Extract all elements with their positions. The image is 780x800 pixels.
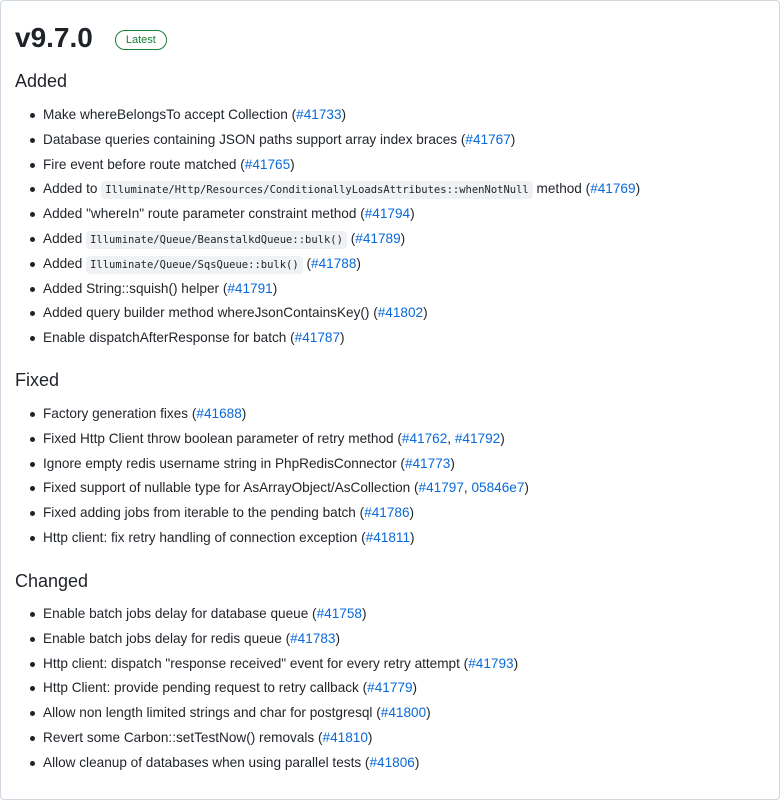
item-prefix: Added to — [43, 181, 98, 197]
reference-link[interactable]: #41765 — [244, 156, 291, 172]
section-heading-changed: Changed — [15, 571, 89, 591]
list-item: Factory generation fixes (#41688) — [29, 402, 529, 427]
added-list — [29, 103, 640, 351]
item-text: Http client: fix retry handling of connection exception — [43, 529, 358, 545]
item-text: Enable batch jobs delay for database queue — [43, 606, 309, 621]
reference-link[interactable]: #41789 — [355, 230, 401, 246]
reference-link[interactable]: #41783 — [290, 630, 336, 646]
list-item: Enable dispatchAfterResponse for batch (#41787) — [29, 326, 640, 351]
reference-link[interactable]: #41788 — [311, 255, 357, 271]
fixed-list — [29, 402, 529, 551]
reference-link[interactable]: #41762 — [401, 430, 448, 446]
reference-link[interactable]: #41810 — [322, 729, 368, 745]
list-item: Added Illuminate/Queue/SqsQueue::bulk() (#41788) — [29, 252, 640, 277]
item-text: Enable dispatchAfterResponse for batch — [43, 330, 287, 346]
list-item: Fixed support of nullable type for AsArrayObject/AsCollection (#41797, 05846e7) — [29, 476, 529, 501]
reference-link[interactable]: #41733 — [296, 107, 342, 122]
item-text: Fixed adding jobs from iterable to the pending batch — [43, 505, 356, 521]
reference-link[interactable]: #41773 — [404, 455, 451, 471]
reference-link[interactable]: #41787 — [294, 330, 341, 346]
code-snippet: Illuminate/Queue/SqsQueue::bulk() — [86, 256, 303, 274]
reference-link[interactable]: #41797 — [418, 480, 464, 496]
reference-link[interactable]: #41758 — [316, 606, 362, 621]
list-item: Fire event before route matched (#41765) — [29, 153, 640, 178]
list-item: Enable batch jobs delay for redis queue (#41783) — [29, 627, 518, 652]
list-item: Fixed adding jobs from iterable to the pending batch (#41786) — [29, 501, 529, 526]
code-snippet: Illuminate/Http/Resources/ConditionallyLoadsAttributes::whenNotNull — [101, 181, 533, 199]
item-text: Make whereBelongsTo accept Collection — [43, 107, 288, 122]
list-item: Http client: dispatch "response received" event for every retry attempt (#41793) — [29, 652, 518, 677]
item-text: Allow cleanup of databases when using parallel tests — [43, 754, 362, 770]
reference-link[interactable]: #41791 — [227, 280, 273, 296]
reference-link[interactable]: #41786 — [364, 505, 410, 521]
reference-link[interactable]: #41769 — [590, 181, 636, 197]
reference-link[interactable]: #41688 — [196, 406, 242, 421]
section-heading-added: Added — [15, 71, 68, 91]
reference-link[interactable]: #41800 — [380, 705, 427, 721]
item-text: Added String::squish() helper — [43, 280, 220, 296]
reference-link[interactable]: 05846e7 — [471, 480, 525, 496]
reference-link[interactable]: #41767 — [465, 131, 511, 147]
section-heading-fixed: Fixed — [15, 370, 60, 390]
list-item: Make whereBelongsTo accept Collection (#41733) — [29, 103, 640, 128]
item-text: Added query builder method whereJsonContainsKey() — [43, 305, 370, 321]
list-item: Added "whereIn" route parameter constraint method (#41794) — [29, 202, 640, 227]
release-title[interactable]: v9.7.0 — [15, 22, 93, 53]
reference-link[interactable]: #41794 — [364, 206, 411, 222]
list-item: Http client: fix retry handling of connection exception (#41811) — [29, 526, 529, 551]
reference-link[interactable]: #41793 — [468, 655, 514, 671]
item-suffix: method — [536, 181, 582, 197]
reference-link[interactable]: #41802 — [377, 305, 424, 321]
item-text: Http Client: provide pending request to retry callback — [43, 680, 359, 696]
item-text: Http client: dispatch "response received" event for every retry attempt — [43, 655, 460, 671]
item-text: Revert some Carbon::setTestNow() removals — [43, 729, 315, 745]
item-text: Enable batch jobs delay for redis queue — [43, 630, 282, 646]
reference-link[interactable]: #41779 — [367, 680, 413, 696]
list-item: Added Illuminate/Queue/BeanstalkdQueue::bulk() (#41789) — [29, 227, 640, 252]
item-text: Fire event before route matched — [43, 156, 237, 172]
list-item: Ignore empty redis username string in PhpRedisConnector (#41773) — [29, 452, 529, 477]
code-snippet: Illuminate/Queue/BeanstalkdQueue::bulk() — [86, 231, 347, 249]
item-text: Factory generation fixes — [43, 406, 189, 421]
item-text: Fixed Http Client throw boolean parameter of retry method — [43, 430, 394, 446]
list-item: Fixed Http Client throw boolean parameter of retry method (#41762, #41792) — [29, 427, 529, 452]
item-text: Added "whereIn" route parameter constraint method — [43, 206, 357, 222]
list-item: Database queries containing JSON paths support array index braces (#41767) — [29, 128, 640, 153]
item-text: Fixed support of nullable type for AsArrayObject/AsCollection — [43, 480, 411, 496]
list-item: Enable batch jobs delay for database queue (#41758) — [29, 602, 518, 627]
changed-list — [29, 602, 518, 776]
list-item: Revert some Carbon::setTestNow() removals (#41810) — [29, 726, 518, 751]
list-item: Allow cleanup of databases when using parallel tests (#41806) — [29, 751, 518, 776]
item-text: Database queries containing JSON paths support array index braces — [43, 131, 458, 147]
list-item: Added to Illuminate/Http/Resources/ConditionallyLoadsAttributes::whenNotNull method (#41769) — [29, 177, 640, 202]
reference-link[interactable]: #41811 — [365, 529, 411, 545]
list-item: Http Client: provide pending request to retry callback (#41779) — [29, 676, 518, 701]
list-item: Allow non length limited strings and char for postgresql (#41800) — [29, 701, 518, 726]
reference-link[interactable]: #41792 — [454, 430, 501, 446]
reference-link[interactable]: #41806 — [369, 754, 415, 770]
list-item: Added query builder method whereJsonContainsKey() (#41802) — [29, 301, 640, 326]
list-item: Added String::squish() helper (#41791) — [29, 277, 640, 302]
latest-badge: Latest — [115, 30, 167, 50]
item-prefix: Added — [43, 255, 83, 271]
item-text: Allow non length limited strings and char for postgresql — [43, 705, 373, 721]
release-header — [15, 21, 167, 55]
item-text: Ignore empty redis username string in PhpRedisConnector — [43, 455, 397, 471]
item-prefix: Added — [43, 230, 83, 246]
